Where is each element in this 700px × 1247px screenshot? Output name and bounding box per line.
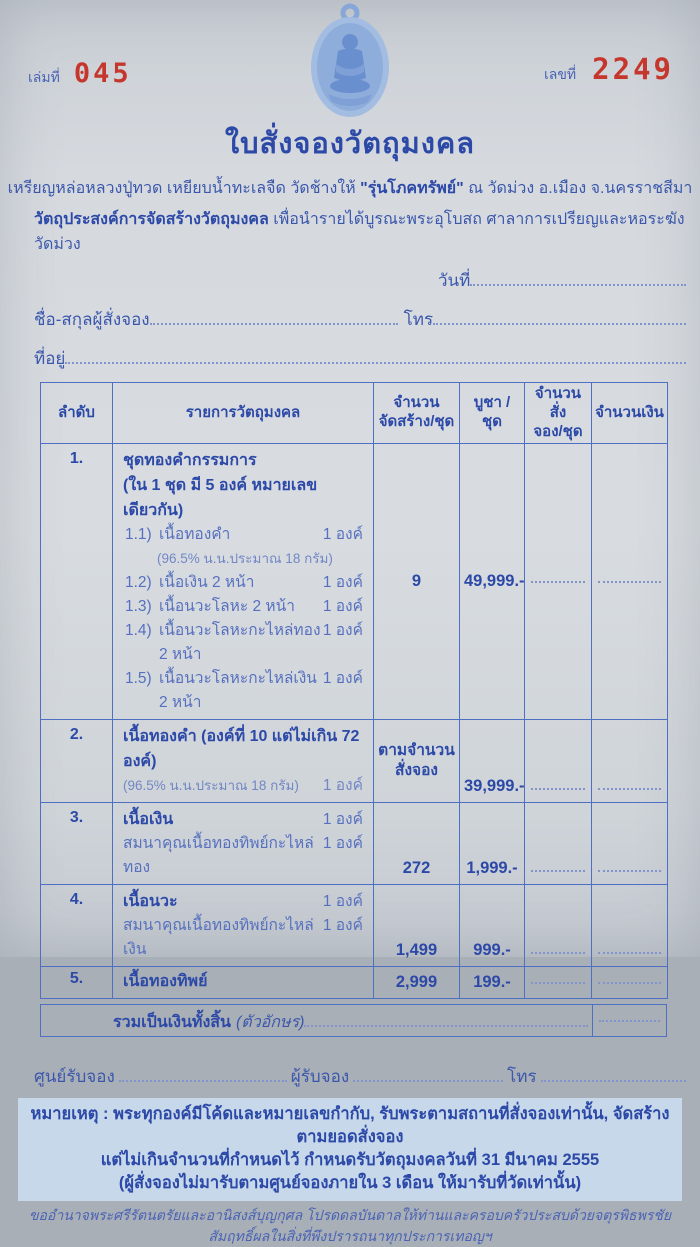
item-line: เนื้อนวะ 1 องค์: [123, 893, 363, 911]
col-header-no: ลำดับ: [41, 383, 113, 444]
note-line-1: หมายเหตุ : พระทุกองค์มีโค้ดและหมายเลขกำกับ, รับพระตามสถานที่สั่งจองเท่านั้น, จัดสร้างตามยอดสั่งจอง: [30, 1105, 670, 1147]
address-input-line[interactable]: [65, 346, 686, 364]
table-row: [41, 967, 668, 999]
blessing-text: [0, 1205, 700, 1247]
row5-made-count: 2,999: [374, 967, 460, 999]
date-field-row: [438, 267, 686, 294]
blessing-line-1: ขออำนาจพระศรีรัตนตรัยและอานิสงส์บุญกุศล โปรดดลบันดาลให้ท่านและครอบครัวประสบด้วยจตุรพิธพรชัย: [28, 1207, 672, 1224]
row4-amount-cell[interactable]: [592, 885, 668, 967]
address-field-row: [34, 345, 686, 372]
book-number-value: 045: [73, 58, 132, 89]
intro-line-2-purpose: วัตถุประสงค์การจัดสร้างวัตถุมงคล: [34, 211, 269, 228]
item-line: 1.4) เนื้อนวะโลหะกะไหล่ทอง 2 หน้า 1 องค์: [125, 622, 363, 664]
row3-price: 1,999.-: [460, 803, 525, 885]
table-row: [41, 803, 668, 885]
phone-input-line[interactable]: [433, 307, 686, 325]
col-header-amount: จำนวนเงิน: [592, 383, 668, 444]
blessing-line-2: สัมฤทธิ์ผลในสิ่งที่พึงปรารถนาทุกประการเทอญฯ: [208, 1228, 492, 1245]
row1-no: 1.: [41, 444, 113, 720]
book-number-label: เล่มที่: [28, 69, 60, 85]
row2-amount-cell[interactable]: [592, 720, 668, 803]
row5-order-qty-cell[interactable]: [525, 967, 592, 999]
row1-description: [113, 444, 374, 720]
total-label-group: [41, 1005, 592, 1036]
row2-order-qty-cell[interactable]: [525, 720, 592, 803]
row2-made-count: ตามจำนวน สั่งจอง: [374, 720, 460, 803]
note-line-2: แต่ไม่เกินจำนวนที่กำหนดไว้ กำหนดรับวัตถุมงคลวันที่ 31 มีนาคม 2555: [100, 1151, 600, 1170]
intro-line-1: [0, 176, 700, 201]
total-in-words-input-line[interactable]: [304, 1010, 588, 1027]
item-line: 1.2) เนื้อเงิน 2 หน้า 1 องค์: [125, 574, 363, 592]
col-header-order: [525, 383, 592, 444]
row4-made-count: 1,499: [374, 885, 460, 967]
note-line-3: (ผู้สั่งจองไม่มารับตามศูนย์จองภายใน 3 เดือน ให้มารับที่วัดเท่านั้น): [118, 1174, 582, 1193]
item-line: 1.1) เนื้อทองคำ 1 องค์: [125, 526, 363, 544]
booking-center-label: ศูนย์รับจอง: [34, 1067, 115, 1087]
total-amount-cell[interactable]: [592, 1005, 666, 1036]
intro-line-1-edition: "รุ่นโภคทรัพย์": [360, 180, 464, 197]
page-title: ใบสั่งจองวัตถุมงคล: [224, 128, 476, 160]
col-header-made-line1: จำนวน: [393, 394, 440, 412]
item-line: สมนาคุณเนื้อทองทิพย์กะไหล่ทอง 1 องค์: [123, 835, 363, 877]
intro-line-2: [34, 207, 700, 257]
row1-made-count: 9: [374, 444, 460, 720]
item-line: เนื้อเงิน 1 องค์: [123, 811, 363, 829]
row3-order-qty-cell[interactable]: [525, 803, 592, 885]
serial-number-label: เลขที่: [543, 66, 577, 82]
item-line: (96.5% น.น.ประมาณ 18 กรัม) 1 องค์: [123, 777, 363, 795]
row4-description: [113, 885, 374, 967]
col-header-price: บูชา / ชุด: [460, 383, 525, 444]
table-row: [41, 444, 668, 720]
row3-description: [113, 803, 374, 885]
serial-number-group: [544, 52, 674, 86]
row3-amount-cell[interactable]: [592, 803, 668, 885]
orderer-name-input-line[interactable]: [150, 307, 398, 325]
orderer-name-label: ชื่อ-สกุลผู้สั่งจอง: [34, 310, 150, 329]
item-line: 1.5) เนื้อนวะโลหะกะไหล่เงิน 2 หน้า 1 องค์: [125, 670, 363, 712]
row3-made-count: 272: [374, 803, 460, 885]
col-header-made-line2: จัดสร้าง/ชุด: [378, 413, 455, 431]
total-label-in-words: (ตัวอักษร): [235, 1014, 305, 1032]
item-line: เนื้อทองทิพย์: [123, 973, 208, 991]
item-line: สมนาคุณเนื้อทองทิพย์กะไหล่เงิน 1 องค์: [123, 917, 363, 959]
date-input-line[interactable]: [470, 268, 686, 286]
row5-amount-cell[interactable]: [592, 967, 668, 999]
row4-order-qty-cell[interactable]: [525, 885, 592, 967]
receiver-label: ผู้รับจอง: [290, 1067, 350, 1087]
table-row: [41, 885, 668, 967]
amulet-medal-icon: [298, 4, 402, 125]
serial-number-value: 2249: [592, 52, 674, 86]
book-number-group: [28, 58, 132, 89]
col-header-item: รายการวัตถุมงคล: [113, 383, 374, 444]
item-line: (96.5% น.น.ประมาณ 18 กรัม): [157, 551, 333, 567]
receiver-input-line[interactable]: [353, 1064, 503, 1082]
address-label: ที่อยู่: [34, 349, 66, 368]
total-label: รวมเป็นเงินทั้งสิ้น: [113, 1014, 231, 1032]
item-line: ชุดทองคำกรรมการ: [123, 452, 257, 470]
order-table: [40, 382, 668, 999]
col-header-order-line1: จำนวนสั่ง: [534, 385, 582, 421]
row2-price: 39,999.-: [460, 720, 525, 803]
item-line: (ใน 1 ชุด มี 5 องค์ หมายเลขเดียวกัน): [123, 477, 318, 520]
row2-description: [113, 720, 374, 803]
phone-label: โทร: [403, 310, 434, 329]
row1-amount-cell[interactable]: [592, 444, 668, 720]
row4-price: 999.-: [460, 885, 525, 967]
intro-line-2-rest: เพื่อนำรายได้บูรณะพระอุโบสถ ศาลาการเปรียญและหอระฆังวัดม่วง: [34, 211, 685, 253]
item-line: เนื้อทองคำ (องค์ที่ 10 แต่ไม่เกิน 72 องค์): [123, 728, 360, 771]
row4-no: 4.: [41, 885, 113, 967]
row1-price: 49,999.-: [460, 444, 525, 720]
agent-field-row: [34, 1063, 686, 1090]
row1-order-qty-cell[interactable]: [525, 444, 592, 720]
booking-center-input-line[interactable]: [119, 1064, 287, 1082]
name-field-row: [34, 306, 686, 333]
col-header-order-line2: จอง/ชุด: [533, 422, 583, 440]
row5-no: 5.: [41, 967, 113, 999]
row2-no: 2.: [41, 720, 113, 803]
total-row: [40, 1004, 667, 1037]
table-header-row: [41, 383, 668, 444]
document-header: [0, 0, 700, 118]
item-line: 1.3) เนื้อนวะโลหะ 2 หน้า 1 องค์: [125, 598, 363, 616]
table-row: [41, 720, 668, 803]
row5-price: 199.-: [460, 967, 525, 999]
footer-phone-input-line[interactable]: [541, 1064, 686, 1082]
row5-description: [113, 967, 374, 999]
note-box: [18, 1098, 682, 1201]
intro-line-1-post: ณ วัดม่วง อ.เมือง จ.นครราชสีมา: [463, 180, 693, 197]
footer-phone-label: โทร: [507, 1067, 537, 1087]
intro-line-1-pre: เหรียญหล่อหลวงปู่ทวด เหยียบน้ำทะเลจืด วัดช้างให้: [7, 180, 361, 197]
row3-no: 3.: [41, 803, 113, 885]
col-header-made: [374, 383, 460, 444]
date-label: วันที่: [438, 271, 471, 290]
